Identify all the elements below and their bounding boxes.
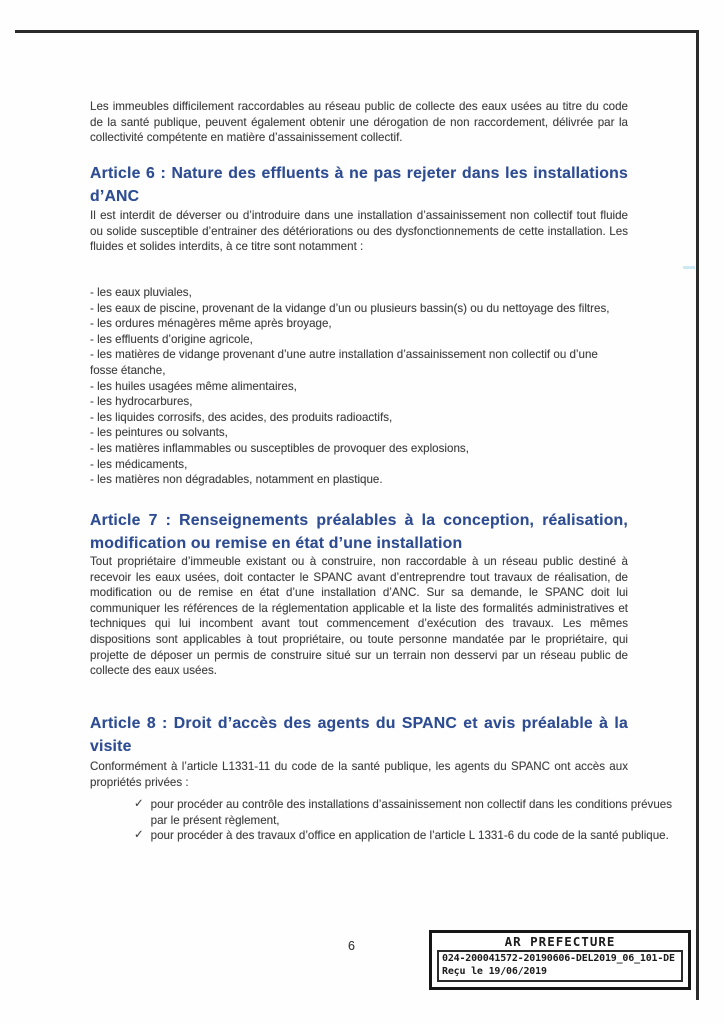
article7-heading: Article 7 : Renseignements préalables à la conception, réalisation, modification ou remise en état d’une installation xyxy=(90,512,628,552)
check-icon: ✓ xyxy=(134,829,144,842)
list-item: - les peintures ou solvants, xyxy=(90,426,228,440)
list-item: - les matières inflammables ou susceptibles de provoquer des explosions, xyxy=(90,441,469,455)
page-top-border xyxy=(15,30,699,33)
list-item: - les ordures ménagères même après broyage, xyxy=(90,317,332,331)
article6-forbidden-list xyxy=(90,285,628,488)
list-item: - les huiles usagées même alimentaires, xyxy=(90,379,297,393)
list-item: - les eaux pluviales, xyxy=(90,286,192,299)
stamp-title: AR PREFECTURE xyxy=(504,934,616,949)
list-item: - les effluents d’origine agricole, xyxy=(90,332,253,346)
article6-heading: Article 6 : Nature des effluents à ne pas rejeter dans les installations d’ANC xyxy=(90,165,628,205)
article7-paragraph: Tout propriétaire d’immeuble existant ou à construire, non raccordable à un réseau public destiné à recevoir les eaux usées, doit contacter le SPANC avant d’entreprendre tout travaux de réalisation, de modification ou de remise en état d’une installation d’ANC. Sur sa demande, le SPANC doit lui communiquer les références de la réglementation applicable et la liste des formalités administratives et techniques qui lui incombent avant tout commencement d’exécution des travaux. Les mêmes dispositions sont applicables à tout propriétaire, ou toute personne mandatée par le propriétaire, qui projette de déposer un permis de construire situé sur un terrain non desservi par un réseau public de collecte des eaux usées. xyxy=(90,555,628,678)
stamp-reference-number: 024-200041572-20190606-DEL2019_06_101-DE xyxy=(442,953,675,964)
list-item: - les eaux de piscine, provenant de la vidange d’un ou plusieurs bassin(s) ou du nettoyage des filtres, xyxy=(90,301,610,315)
article8-intro-paragraph: Conformément à l’article L1331-11 du code de la santé publique, les agents du SPANC ont accès aux propriétés privées : xyxy=(90,760,628,789)
list-item: - les matières non dégradables, notamment en plastique. xyxy=(90,473,383,487)
intro-paragraph: Les immeubles difficilement raccordables au réseau public de collecte des eaux usées au titre du code de la santé publique, peuvent également obtenir une dérogation de non raccordement, délivrée par la collectivité compétente en matière d’assainissement collectif. xyxy=(90,100,628,145)
list-item: - les liquides corrosifs, des acides, des produits radioactifs, xyxy=(90,410,393,424)
article6-intro-paragraph: Il est interdit de déverser ou d’introduire dans une installation d’assainissement non collectif tout fluide ou solide susceptible d’entrainer des détériorations ou des dysfonctionnements de cette installation. Les fluides et solides interdits, à ce titre sont notamment : xyxy=(90,209,628,254)
page-number: 6 xyxy=(348,939,355,953)
article8-heading: Article 8 : Droit d’accès des agents du SPANC et avis préalable à la visite xyxy=(90,715,628,755)
checklist-item xyxy=(134,828,672,844)
prefecture-stamp xyxy=(429,930,691,990)
checklist-item-text: pour procéder à des travaux d’office en application de l’article L 1331-6 du code de la santé publique. xyxy=(150,829,669,843)
scan-artifact xyxy=(683,266,695,269)
list-item: - les médicaments, xyxy=(90,457,188,471)
check-icon: ✓ xyxy=(134,798,144,810)
checklist-item-text: pour procéder au contrôle des installations d’assainissement non collectif dans les conditions prévues par le présent règlement, xyxy=(150,798,673,827)
stamp-received-date: Reçu le 19/06/2019 xyxy=(442,965,547,977)
stamp-inner-box xyxy=(437,950,683,982)
article8-checklist xyxy=(90,797,672,844)
page-right-border xyxy=(696,30,699,1000)
list-item: - les matières de vidange provenant d’une autre installation d’assainissement non collectif ou d’une fosse étanche, xyxy=(90,348,598,377)
checklist-item xyxy=(134,797,672,828)
list-item: - les hydrocarbures, xyxy=(90,395,193,409)
